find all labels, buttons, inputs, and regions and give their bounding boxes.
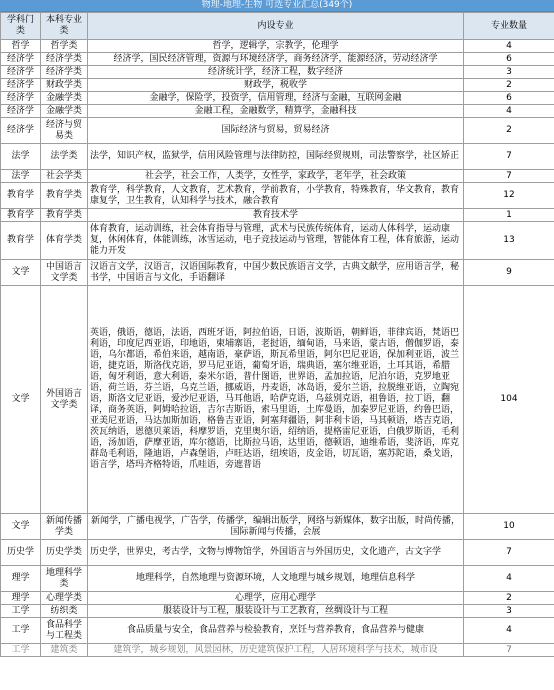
category-cell: 经济学 [1, 118, 41, 144]
header-count: 专业数量 [464, 13, 554, 40]
subject-cell: 纺织类 [41, 605, 88, 618]
count-cell: 13 [464, 222, 554, 260]
count-cell: 104 [464, 286, 554, 514]
programs-cell: 新闻学，广播电视学，广告学，传播学，编辑出版学，网络与新媒体，数字出版，时尚传播，国际新闻与传播，会展 [88, 514, 464, 540]
subject-cell: 经济学类 [41, 66, 88, 79]
sheet-title: 物理-地理-生物 可选专业汇总(349个) [0, 0, 554, 12]
count-cell: 4 [464, 566, 554, 592]
table-row [1, 183, 554, 209]
count-cell: 9 [464, 260, 554, 286]
category-cell: 法学 [1, 170, 41, 183]
programs-cell: 经济学，国民经济管理，资源与环境经济学，商务经济学，能源经济，劳动经济学 [88, 53, 464, 66]
programs-cell: 服装设计与工程，服装设计与工艺教育，丝绸设计与工程 [88, 605, 464, 618]
table-row [1, 118, 554, 144]
category-cell: 历史学 [1, 540, 41, 566]
table-row [1, 53, 554, 66]
category-cell: 经济学 [1, 92, 41, 105]
count-cell: 2 [464, 79, 554, 92]
category-cell: 教育学 [1, 183, 41, 209]
category-cell: 教育学 [1, 222, 41, 260]
category-cell: 文学 [1, 260, 41, 286]
programs-cell: 金融工程，金融数学，精算学，金融科技 [88, 105, 464, 118]
table-row [1, 540, 554, 566]
subject-cell: 经济与贸易类 [41, 118, 88, 144]
table-row [1, 592, 554, 605]
subject-cell: 新闻传播学类 [41, 514, 88, 540]
programs-cell: 金融学，保险学，投资学，信用管理，经济与金融，互联网金融 [88, 92, 464, 105]
subject-cell: 哲学类 [41, 40, 88, 53]
programs-cell: 心理学，应用心理学 [88, 592, 464, 605]
header-programs: 内设专业 [88, 13, 464, 40]
count-cell: 1 [464, 209, 554, 222]
count-cell: 6 [464, 53, 554, 66]
count-cell: 7 [464, 540, 554, 566]
table-row [1, 79, 554, 92]
programs-cell: 食品质量与安全，食品营养与检验教育，烹饪与营养教育，食品营养与健康 [88, 618, 464, 644]
subject-cell: 社会学类 [41, 170, 88, 183]
category-cell: 工学 [1, 618, 41, 644]
count-cell: 4 [464, 618, 554, 644]
subject-cell: 食品科学与工程类 [41, 618, 88, 644]
count-cell: 4 [464, 40, 554, 53]
table-row [1, 514, 554, 540]
count-cell: 3 [464, 605, 554, 618]
table-row [1, 66, 554, 79]
count-cell: 7 [464, 144, 554, 170]
programs-cell: 经济统计学，经济工程，数字经济 [88, 66, 464, 79]
subject-cell: 财政学类 [41, 79, 88, 92]
header-subject: 本科专业类 [41, 13, 88, 40]
subject-cell: 心理学类 [41, 592, 88, 605]
count-cell: 7 [464, 644, 554, 657]
table-row [1, 105, 554, 118]
subject-cell: 教育学类 [41, 183, 88, 209]
table-row [1, 170, 554, 183]
programs-cell: 教育技术学 [88, 209, 464, 222]
category-cell: 经济学 [1, 79, 41, 92]
category-cell: 经济学 [1, 66, 41, 79]
category-cell: 经济学 [1, 105, 41, 118]
programs-cell: 地理科学，自然地理与资源环境，人文地理与城乡规划，地理信息科学 [88, 566, 464, 592]
category-cell: 理学 [1, 566, 41, 592]
programs-cell: 哲学，逻辑学，宗教学，伦理学 [88, 40, 464, 53]
programs-cell: 法学，知识产权，监狱学，信用风险管理与法律防控，国际经贸规则，司法警察学，社区矫正 [88, 144, 464, 170]
count-cell: 6 [464, 92, 554, 105]
count-cell: 3 [464, 66, 554, 79]
category-cell: 文学 [1, 286, 41, 514]
header-row [1, 13, 554, 40]
category-cell: 经济学 [1, 53, 41, 66]
table-row [1, 260, 554, 286]
majors-table [0, 12, 554, 657]
count-cell: 10 [464, 514, 554, 540]
programs-cell: 国际经济与贸易，贸易经济 [88, 118, 464, 144]
subject-cell: 经济学类 [41, 53, 88, 66]
subject-cell: 教育学类 [41, 209, 88, 222]
subject-cell: 外国语言文学类 [41, 286, 88, 514]
subject-cell: 历史学类 [41, 540, 88, 566]
programs-cell: 建筑学，城乡规划，风景园林，历史建筑保护工程，人居环境科学与技术，城市设 [88, 644, 464, 657]
count-cell: 2 [464, 592, 554, 605]
category-cell: 哲学 [1, 40, 41, 53]
table-row [1, 605, 554, 618]
count-cell: 4 [464, 105, 554, 118]
subject-cell: 金融学类 [41, 105, 88, 118]
table-row [1, 286, 554, 514]
programs-cell: 历史学，世界史，考古学，文物与博物馆学，外国语言与外国历史，文化遗产，古文字学 [88, 540, 464, 566]
subject-cell: 建筑类 [41, 644, 88, 657]
subject-cell: 地理科学类 [41, 566, 88, 592]
programs-cell: 社会学，社会工作，人类学，女性学，家政学，老年学，社会政策 [88, 170, 464, 183]
subject-cell: 中国语言文学类 [41, 260, 88, 286]
subject-cell: 法学类 [41, 144, 88, 170]
table-row [1, 618, 554, 644]
subject-cell: 金融学类 [41, 92, 88, 105]
programs-cell: 教育学，科学教育，人文教育，艺术教育，学前教育，小学教育，特殊教育，华文教育，教育康复学，卫生教育，认知科学与技术，融合教育 [88, 183, 464, 209]
category-cell: 教育学 [1, 209, 41, 222]
category-cell: 理学 [1, 592, 41, 605]
category-cell: 法学 [1, 144, 41, 170]
table-row [1, 92, 554, 105]
count-cell: 12 [464, 183, 554, 209]
count-cell: 7 [464, 170, 554, 183]
programs-cell: 体育教育，运动训练，社会体育指导与管理，武术与民族传统体育，运动人体科学，运动康复，休闲体育，体能训练，冰雪运动，电子竞技运动与管理，智能体育工程，体育旅游，运动能力开发 [88, 222, 464, 260]
header-category: 学科门类 [1, 13, 41, 40]
table-row [1, 144, 554, 170]
category-cell: 文学 [1, 514, 41, 540]
table-row [1, 566, 554, 592]
table-row [1, 209, 554, 222]
programs-cell: 财政学，税收学 [88, 79, 464, 92]
programs-cell: 英语，俄语，德语，法语，西班牙语，阿拉伯语，日语，波斯语，朝鲜语，菲律宾语，梵语巴利语，印度尼西亚语，印地语，柬埔寨语，老挝语，缅甸语，马来语，蒙古语，僧伽罗语，泰语，乌尔都语，希伯来语，越南语，豪萨语，斯瓦希里语，阿尔巴尼亚语，保加利亚语，波兰语，捷克语，斯洛伐克语，罗马尼亚语，葡萄牙语，瑞典语，塞尔维亚语，土耳其语，希腊语，匈牙利语，意大利语，泰米尔语，普什图语，世界语，孟加拉语，尼泊尔语，克罗地亚语，荷兰语，芬兰语，乌克兰语，挪威语，丹麦语，冰岛语，爱尔兰语，拉脱维亚语，立陶宛语，斯洛文尼亚语，爱沙尼亚语，马耳他语，哈萨克语，乌兹别克语，祖鲁语，拉丁语，翻译，商务英语，阿姆哈拉语，吉尔吉斯语，索马里语，土库曼语，加泰罗尼亚语，约鲁巴语，亚美尼亚语，马达加斯加语，格鲁吉亚语，阿塞拜疆语，阿非利卡语，马其顿语，塔吉克语，茨瓦纳语，恩德贝莱语，科摩罗语，克里奥尔语，绍纳语，提格雷尼亚语，白俄罗斯语，毛利语，汤加语，萨摩亚语，库尔德语，比斯拉马语，达里语，德顿语，迪维希语，斐济语，库克群岛毛利语，隆迪语，卢森堡语，卢旺达语，纽埃语，皮金语，切瓦语，塞苏陀语，桑戈语，语言学，塔玛齐格特语，爪哇语，旁遮普语 [88, 286, 464, 514]
programs-cell: 汉语言文学，汉语言，汉语国际教育，中国少数民族语言文学，古典文献学，应用语言学，秘书学，中国语言与文化，手语翻译 [88, 260, 464, 286]
table-row [1, 222, 554, 260]
count-cell: 2 [464, 118, 554, 144]
table-row [1, 40, 554, 53]
category-cell: 工学 [1, 644, 41, 657]
subject-cell: 体育学类 [41, 222, 88, 260]
category-cell: 工学 [1, 605, 41, 618]
table-row [1, 644, 554, 657]
